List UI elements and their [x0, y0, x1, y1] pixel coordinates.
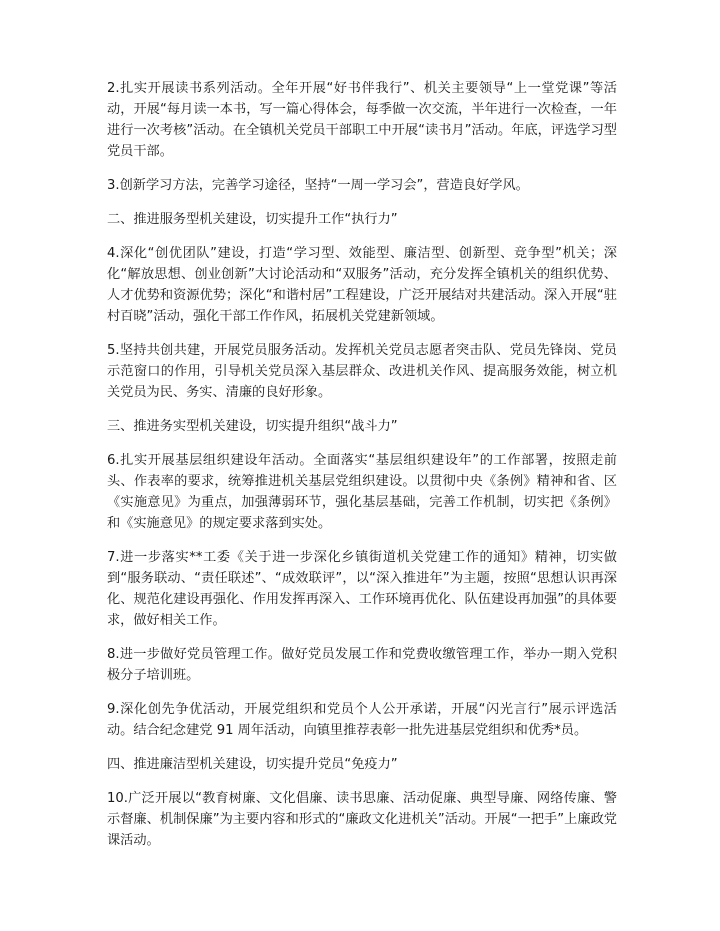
- paragraph-co-construction: 5.坚持共创共建，开展党员服务活动。发挥机关党员志愿者突击队、党员先锋岗、党员示范窗口的作用，引导机关党员深入基层群众、改进机关作风、提高服务效能，树立机关党员为民、务实、清廉的良好形象。: [107, 343, 617, 400]
- section-heading-service: 二、推进服务型机关建设，切实提升工作“执行力”: [107, 212, 398, 227]
- section-heading-pragmatic: 三、推进务实型机关建设，切实提升组织“战斗力”: [107, 419, 398, 434]
- paragraph-learning-methods: 3.创新学习方法，完善学习途径，坚持“一周一学习会”，营造良好学风。: [107, 178, 529, 193]
- paragraph-grassroots-organization: 6.扎实开展基层组织建设年活动。全面落实“基层组织建设年”的工作部署，按照走前头、作表率的要求，统筹推进机关基层党组织建设。以贯彻中央《条例》精神和省、区《实施意见》为重点，加强薄弱环节，强化基层基础，完善工作机制，切实把《条例》和《实施意见》的规定要求落到实处。: [107, 453, 617, 531]
- section-heading-integrity: 四、推进廉洁型机关建设，切实提升党员“免疫力”: [107, 757, 398, 772]
- paragraph-team-building: 4.深化“创优团队”建设，打造“学习型、效能型、廉洁型、创新型、竞争型”机关；深化“解放思想、创业创新”大讨论活动和“双服务”活动，充分发挥全镇机关的组织优势、人才优势和资源优势；深化“和谐村居”工程建设，广泛开展结对共建活动。深入开展“驻村百晓”活动，强化干部工作作风，拓展机关党建新领域。: [107, 246, 617, 324]
- paragraph-work-committee-notice: 7.进一步落实**工委《关于进一步深化乡镇街道机关党建工作的通知》精神，切实做到“服务联动、“责任联述”、“成效联评”，以“深入推进年”为主题，按照“思想认识再深化、规范化建设再强化、作用发挥再深入、工作环境再优化、队伍建设再加强”的具体要求，做好相关工作。: [107, 550, 617, 628]
- paragraph-party-member-management: 8.进一步做好党员管理工作。做好党员发展工作和党费收缴管理工作，举办一期入党积极分子培训班。: [107, 647, 617, 683]
- paragraph-integrity-culture: 10.广泛开展以“教育树廉、文化倡廉、读书思廉、活动促廉、典型导廉、网络传廉、警示督廉、机制保廉”为主要内容和形式的“廉政文化进机关”活动。开展“一把手”上廉政党课活动。: [107, 791, 617, 848]
- document-body: [107, 78, 617, 851]
- paragraph-reading-activities: 2.扎实开展读书系列活动。全年开展“好书伴我行”、机关主要领导“上一堂党课”等活动，开展“每月读一本书，写一篇心得体会，每季做一次交流，半年进行一次检查，一年进行一次考核”活动。在全镇机关党员干部职工中开展“读书月”活动。年底，评选学习型党员干部。: [107, 81, 617, 159]
- paragraph-excellence-activities: 9.深化创先争优活动，开展党组织和党员个人公开承诺，开展“闪光言行”展示评选活动。结合纪念建党 91 周年活动，向镇里推荐表彰一批先进基层党组织和优秀*员。: [107, 702, 617, 738]
